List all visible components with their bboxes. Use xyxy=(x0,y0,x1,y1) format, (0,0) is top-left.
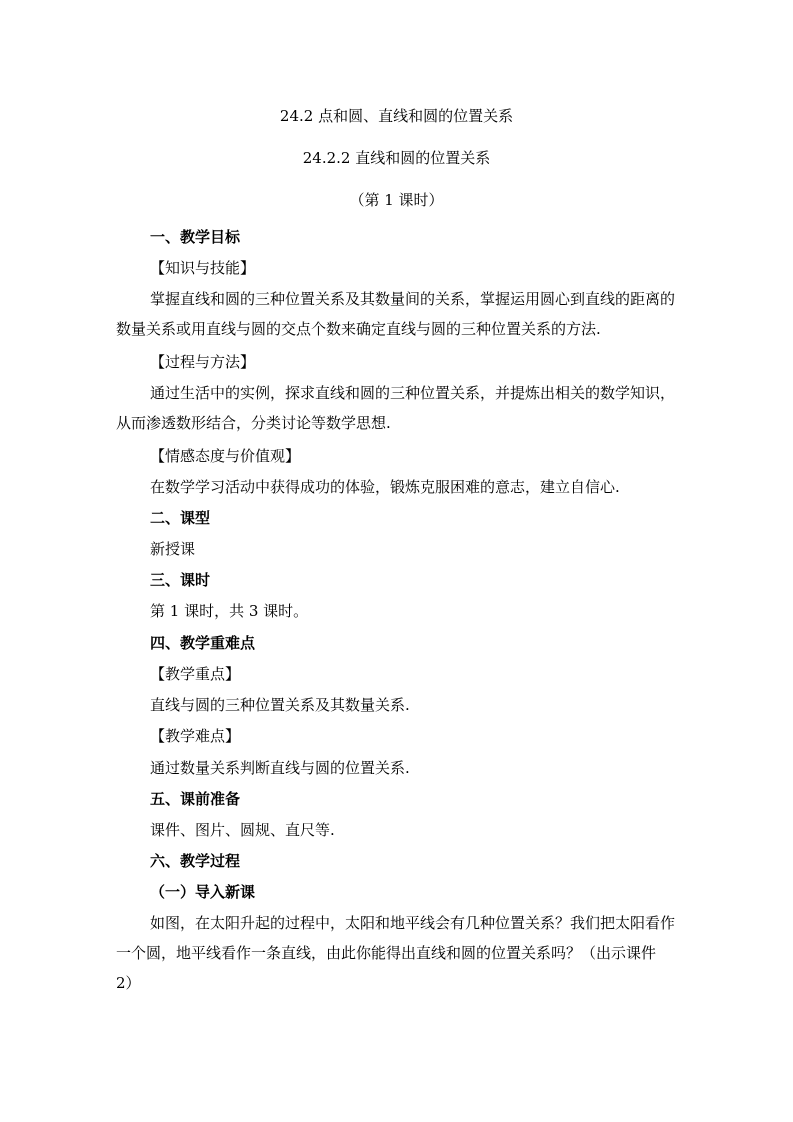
doc-subtitle: 24.2.2 直线和圆的位置关系 xyxy=(302,149,491,167)
paragraph-introduction: 如图，在太阳升起的过程中，太阳和地平线会有几种位置关系？我们把太阳看作一个圆，地平线看作一条直线，由此你能得出直线和圆的位置关系吗？（出示课件 2） xyxy=(116,914,676,992)
label-teaching-difficulty: 【教学难点】 xyxy=(150,727,241,745)
section-heading-preparation: 五、课前准备 xyxy=(150,790,241,808)
section-heading-process: 六、教学过程 xyxy=(150,852,241,870)
teaching-difficulty-text: 通过数量关系判断直线与圆的位置关系. xyxy=(150,759,410,777)
periods-text: 第 1 课时，共 3 课时。 xyxy=(150,602,309,620)
paragraph-process-method: 通过生活中的实例，探求直线和圆的三种位置关系，并提炼出相关的数学知识，从而渗透数形结合，分类讨论等数学思想. xyxy=(116,384,676,432)
paragraph-knowledge-skills: 掌握直线和圆的三种位置关系及其数量间的关系，掌握运用圆心到直线的距离的数量关系或用直线与圆的交点个数来确定直线与圆的三种位置关系的方法. xyxy=(116,290,676,338)
subheading-introduction: （一）导入新课 xyxy=(150,883,256,901)
preparation-text: 课件、图片、圆规、直尺等. xyxy=(150,821,335,839)
label-attitude-values: 【情感态度与价值观】 xyxy=(150,447,301,465)
label-knowledge-skills: 【知识与技能】 xyxy=(150,259,256,277)
section-heading-lesson-type: 二、课型 xyxy=(150,509,211,527)
doc-period: （第 1 课时） xyxy=(349,191,444,209)
section-heading-objectives: 一、教学目标 xyxy=(150,228,241,246)
label-process-method: 【过程与方法】 xyxy=(150,353,256,371)
section-heading-periods: 三、课时 xyxy=(150,571,211,589)
label-teaching-focus: 【教学重点】 xyxy=(150,665,241,683)
section-heading-key-points: 四、教学重难点 xyxy=(150,634,256,652)
doc-title: 24.2 点和圆、直线和圆的位置关系 xyxy=(279,107,514,125)
teaching-focus-text: 直线与圆的三种位置关系及其数量关系. xyxy=(150,696,410,714)
paragraph-attitude-values: 在数学学习活动中获得成功的体验，锻炼克服困难的意志，建立自信心. xyxy=(150,478,620,496)
lesson-type-text: 新授课 xyxy=(150,540,196,558)
